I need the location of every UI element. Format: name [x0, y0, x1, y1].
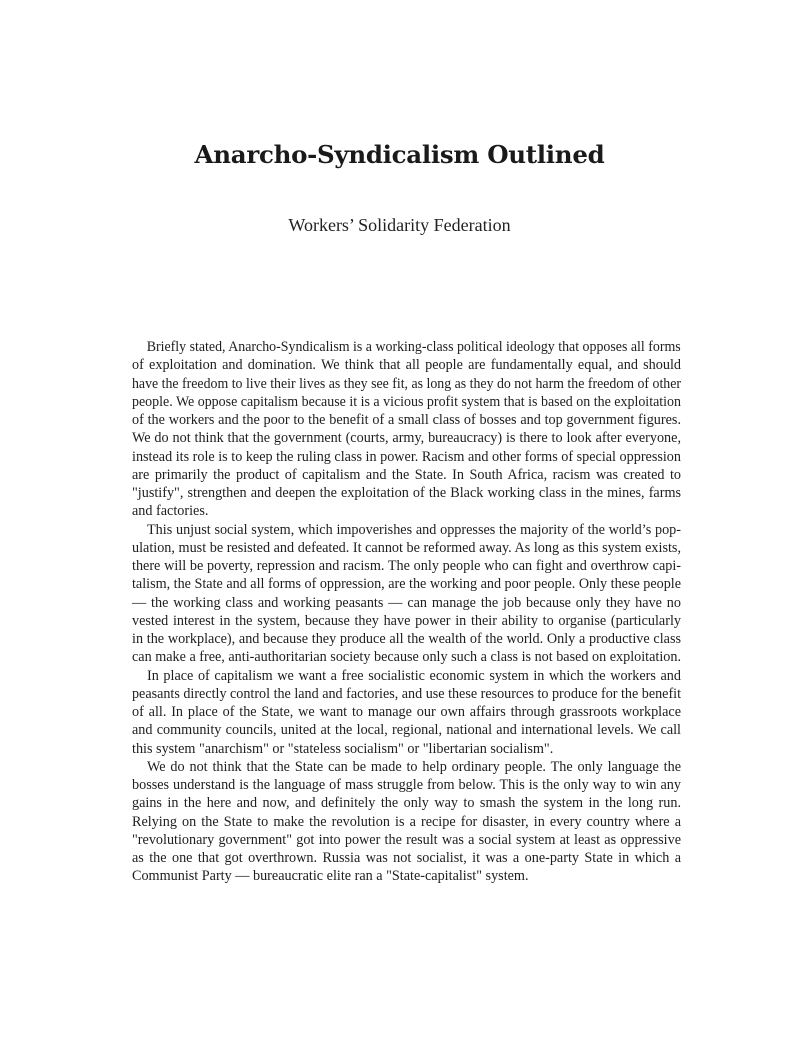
- paragraph: [132, 338, 681, 521]
- document-body: [132, 338, 681, 886]
- document-title: Anarcho-Syndicalism Outlined: [194, 140, 605, 169]
- text-line: of all. In place of the State, we want to manage our own affairs through grassroots workplace: [132, 704, 681, 720]
- text-line: "justify", strengthen and deepen the exploitation of the Black working class in the mines, farms: [132, 485, 681, 501]
- text-line: Briefly stated, Anarcho-Syndicalism is a working-class political ideology that opposes all forms: [146, 339, 681, 355]
- paragraph: [132, 758, 681, 886]
- text-line: Communist Party — bureaucratic elite ran a "State-capitalist" system.: [132, 868, 529, 885]
- text-line: can make a free, anti-authoritarian society because only such a class is not based on exploitation.: [132, 649, 681, 666]
- text-line: people. We oppose capitalism because it is a vicious profit system that is based on the exploitation: [132, 393, 681, 410]
- text-line: have the freedom to live their lives as they see fit, as long as they do not harm the freedom of other: [132, 375, 681, 392]
- text-line: of the workers and the poor to the benefit of a small class of bosses and top government figures.: [132, 412, 681, 428]
- text-line: are primarily the product of capitalism and the State. In South Africa, racism was created to: [132, 466, 681, 483]
- text-line: peasants directly control the land and factories, and use these resources to produce for the benefit: [132, 685, 681, 702]
- text-line: as the one that got overthrown. Russia was not socialist, it was a one-party State in which a: [132, 850, 681, 866]
- text-line: This unjust social system, which impoverishes and oppresses the majority of the world’s pop-: [147, 521, 681, 538]
- text-line: ulation, must be resisted and defeated. It cannot be reformed away. As long as this system exists,: [132, 539, 681, 556]
- text-line: instead its role is to keep the ruling class in power. Racism and other forms of special oppression: [132, 448, 681, 465]
- paragraph: [132, 667, 681, 758]
- text-line: "revolutionary government" got into power the result was a social system at least as oppressive: [132, 831, 681, 848]
- text-line: — the working class and working peasants — can manage the job because only they have no: [132, 594, 681, 611]
- document-author: Workers’ Solidarity Federation: [288, 215, 511, 235]
- text-line: vested interest in the system, because they have power in their ability to organise (particularly: [132, 612, 681, 629]
- text-line: We do not think that the State can be made to help ordinary people. The only language the: [147, 758, 681, 775]
- text-line: there will be poverty, repression and racism. The only people who can fight and overthrow capi-: [132, 558, 681, 574]
- text-line: of exploitation and domination. We think that all people are fundamentally equal, and should: [132, 357, 681, 374]
- paragraph: [132, 521, 681, 667]
- text-line: In place of capitalism we want a free socialistic economic system in which the workers and: [147, 667, 681, 684]
- text-line: and community councils, united at the local, regional, national and international levels. We call: [132, 722, 681, 739]
- text-line: in the workplace), and because they produce all the wealth of the world. Only a productive class: [132, 631, 681, 647]
- text-line: and factories.: [132, 503, 209, 520]
- text-line: gains in the here and now, and definitely the only way to smash the system in the long run.: [132, 795, 681, 812]
- text-line: bosses understand is the language of mass struggle from below. This is the only way to win any: [132, 777, 681, 793]
- text-line: We do not think that the government (courts, army, bureaucracy) is there to look after everyone,: [132, 430, 681, 447]
- text-line: this system "anarchism" or "stateless socialism" or "libertarian socialism".: [132, 740, 554, 757]
- text-line: talism, the State and all forms of oppression, are the working and poor people. Only these people: [132, 576, 681, 593]
- text-line: Relying on the State to make the revolution is a recipe for disaster, in every country where a: [132, 813, 681, 830]
